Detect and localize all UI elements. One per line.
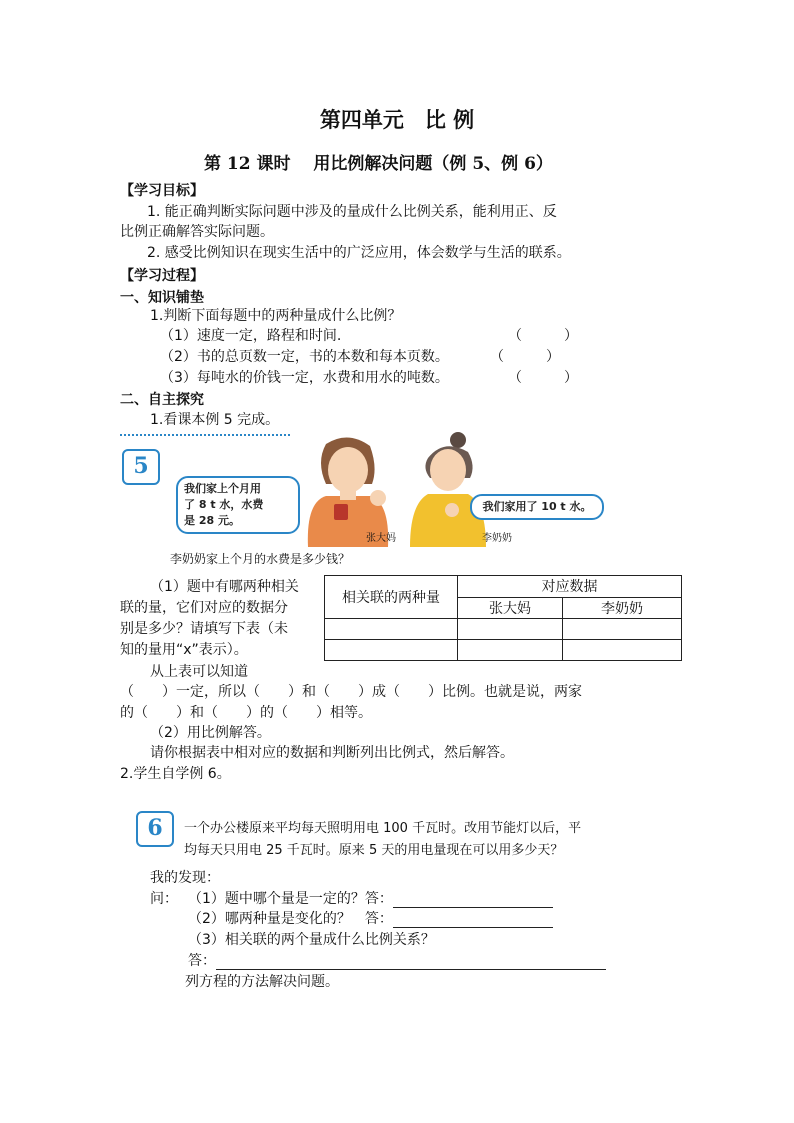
section-2-heading: 二、自主探究 xyxy=(120,392,204,408)
question-2-text: （2）哪两种量是变化的？ 答： xyxy=(188,911,393,927)
table-cell[interactable] xyxy=(563,640,682,661)
example-5-badge: 5 xyxy=(122,449,160,485)
task1-line-1: （1）题中有哪两种相关 xyxy=(150,579,299,595)
table-cell[interactable] xyxy=(458,619,563,640)
judge-item-2: （2）书的总页数一定，书的本数和每本页数。 xyxy=(160,349,449,365)
question-3: （3）相关联的两个量成什么比例关系？ xyxy=(188,932,435,948)
section-1-heading: 一、知识铺垫 xyxy=(120,290,204,306)
from-table-text: 从上表可以知道 xyxy=(150,664,248,680)
step-2: （2）用比例解答。 xyxy=(150,725,271,741)
question-1-text: （1）题中哪个量是一定的？答： xyxy=(188,891,393,907)
table-header-li: 李奶奶 xyxy=(563,597,682,619)
closing-text: 列方程的方法解决问题。 xyxy=(185,974,339,990)
answer-blank-1[interactable] xyxy=(393,907,553,908)
task-2-heading: 2.学生自学例 6。 xyxy=(120,766,231,782)
judge-answer-2[interactable]: （ ） xyxy=(490,349,560,365)
task1-line-4: 知的量用“x”表示）。 xyxy=(120,642,248,658)
example-6-badge: 6 xyxy=(136,811,174,847)
judge-answer-3[interactable]: （ ） xyxy=(508,370,578,386)
goal-2: 2. 感受比例知识在现实生活中的广泛应用，体会数学与生活的联系。 xyxy=(147,245,571,261)
name-li-nainai: 李奶奶 xyxy=(482,533,512,544)
table-row xyxy=(325,619,682,640)
unit-title: 第四单元 比 例 xyxy=(319,107,475,132)
bubble-line: 我们家上个月用 xyxy=(184,482,261,495)
speech-bubble-zhang xyxy=(176,476,300,534)
lesson-title: 第 12 课时 用比例解决问题（例 5、例 6） xyxy=(204,154,553,174)
answer-blank-3[interactable] xyxy=(216,969,606,970)
example-6-line-1: 一个办公楼原来平均每天照明用电 100 千瓦时。改用节能灯以后，平 xyxy=(184,821,582,836)
speech-bubble-li: 我们家用了 10 t 水。 xyxy=(470,494,604,520)
task1-line-3: 别是多少？请填写下表（未 xyxy=(120,621,288,637)
table-cell[interactable] xyxy=(458,640,563,661)
table-row xyxy=(325,640,682,661)
table-header-zhang: 张大妈 xyxy=(458,597,563,619)
example-5-question: 李奶奶家上个月的水费是多少钱？ xyxy=(170,552,351,566)
ask-label: 问： xyxy=(150,891,178,907)
name-zhang-dama: 张大妈 xyxy=(366,533,396,544)
data-table xyxy=(324,575,682,661)
answer-label: 答： xyxy=(188,953,216,969)
process-heading: 【学习过程】 xyxy=(120,268,204,284)
judge-answer-1[interactable]: （ ） xyxy=(508,328,578,344)
discovery-heading: 我的发现： xyxy=(150,870,220,886)
table-header-quantities: 相关联的两种量 xyxy=(325,576,458,619)
answer-3 xyxy=(188,952,606,970)
table-header-data: 对应数据 xyxy=(458,576,682,598)
question-1 xyxy=(188,890,553,908)
example-6-line-2: 均每天只用电 25 千瓦时。原来 5 天的用电量现在可以用多少天？ xyxy=(184,843,564,858)
goal-1-line-2: 比例正确解答实际问题。 xyxy=(120,224,274,240)
goal-1-line-1: 1. 能正确判断实际问题中涉及的量成什么比例关系，能利用正、反 xyxy=(147,204,557,220)
fill-line-1: （ ）一定，所以（ ）和（ ）成（ ）比例。也就是说，两家 xyxy=(120,684,582,700)
table-cell[interactable] xyxy=(325,640,458,661)
fill-line-2: 的（ ）和（ ）的（ ）相等。 xyxy=(120,705,372,721)
bubble-line: 是 28 元。 xyxy=(184,514,240,527)
goals-heading: 【学习目标】 xyxy=(120,183,204,199)
li-nainai-illustration xyxy=(400,432,490,547)
answer-blank-2[interactable] xyxy=(393,927,553,928)
step-2-description: 请你根据表中相对应的数据和判断列出比例式，然后解答。 xyxy=(150,745,514,761)
section-1-question: 1.判断下面每题中的两种量成什么比例？ xyxy=(150,308,402,324)
judge-item-1: （1）速度一定，路程和时间. xyxy=(160,328,342,344)
section-2-instruction: 1.看课本例 5 完成。 xyxy=(150,412,280,428)
decorative-wave xyxy=(120,434,290,440)
question-2 xyxy=(188,910,553,928)
table-cell[interactable] xyxy=(563,619,682,640)
task1-line-2: 联的量，它们对应的数据分 xyxy=(120,600,288,616)
bubble-line: 了 8 t 水，水费 xyxy=(184,498,264,511)
judge-item-3: （3）每吨水的价钱一定，水费和用水的吨数。 xyxy=(160,370,449,386)
table-cell[interactable] xyxy=(325,619,458,640)
